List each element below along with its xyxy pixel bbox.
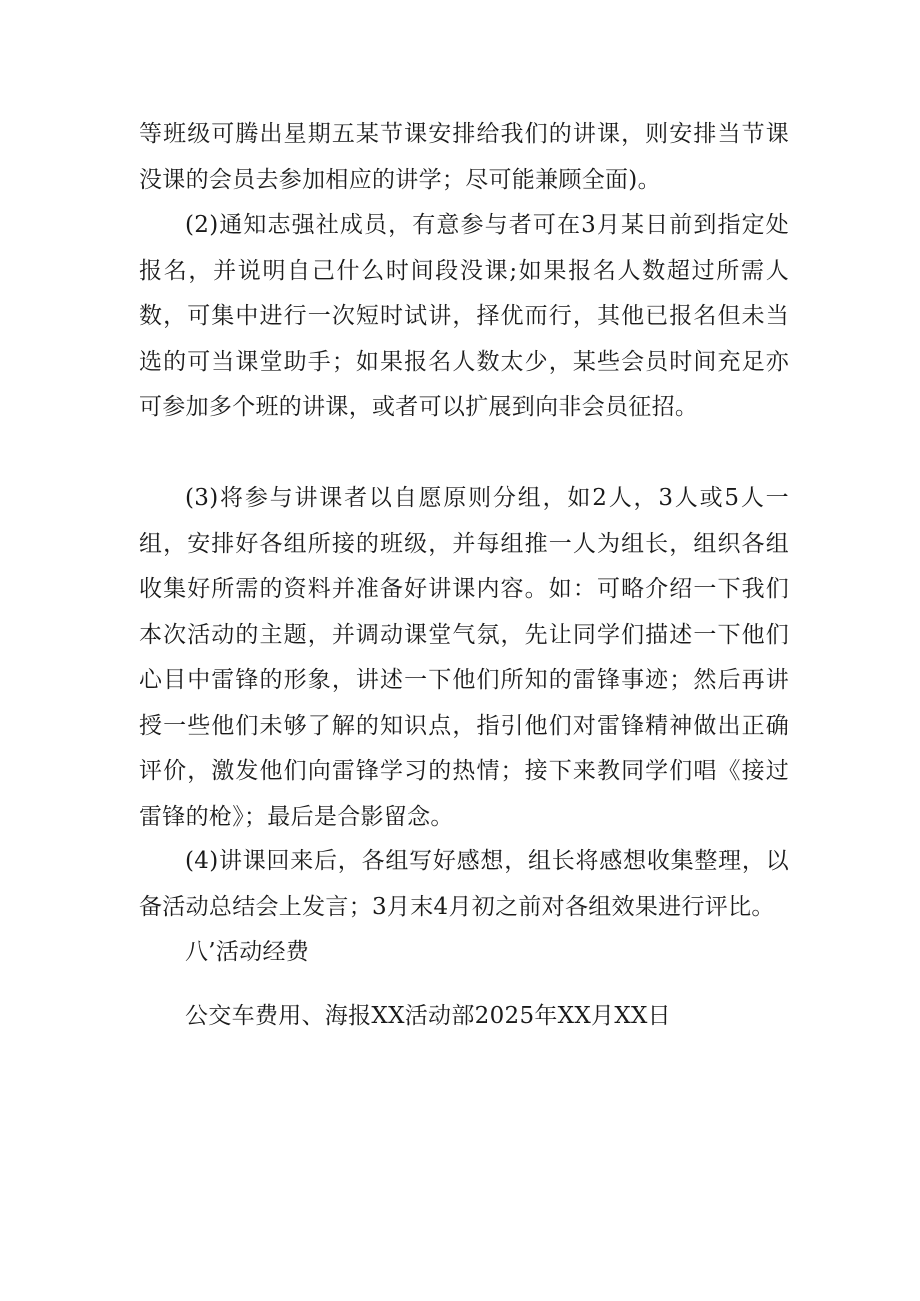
section-heading-funding: 八’活动经费: [185, 939, 310, 965]
paragraph-item-4: (4)讲课回来后，各组写好感想，组长将感想收集整理，以备活动总结会上发言；3月末4月初之前对各组效果进行评比。: [139, 848, 789, 920]
paragraph-item-3: (3)将参与讲课者以自愿原则分组，如2人，3人或5人一组，安排好各组所接的班级，并每组推一人为组长，组织各组收集好所需的资料并准备好讲课内容。如：可略介绍一下我们本次活动的主题，并调动课堂气氛，先让同学们描述一下他们心目中雷锋的形象，讲述一下他们所知的雷锋事迹；然后再讲授一些他们未够了解的知识点，指引他们对雷锋精神做出正确评价，激发他们向雷锋学习的热情；接下来教同学们唱《接过雷锋的枪》；最后是合影留念。: [139, 485, 789, 830]
paragraph-funding-detail: 公交车费用、海报XX活动部2025年XX月XX日: [185, 1003, 671, 1029]
paragraph-item-2: (2)通知志强社成员，有意参与者可在3月某日前到指定处报名，并说明自己什么时间段没课;如果报名人数超过所需人数，可集中进行一次短时试讲，择优而行，其他已报名但未当选的可当课堂助手；如果报名人数太少，某些会员时间充足亦可参加多个班的讲课，或者可以扩展到向非会员征招。: [139, 212, 789, 420]
paragraph-continuation: 等班级可腾出星期五某节课安排给我们的讲课，则安排当节课没课的会员去参加相应的讲学；尽可能兼顾全面)。: [139, 121, 789, 193]
